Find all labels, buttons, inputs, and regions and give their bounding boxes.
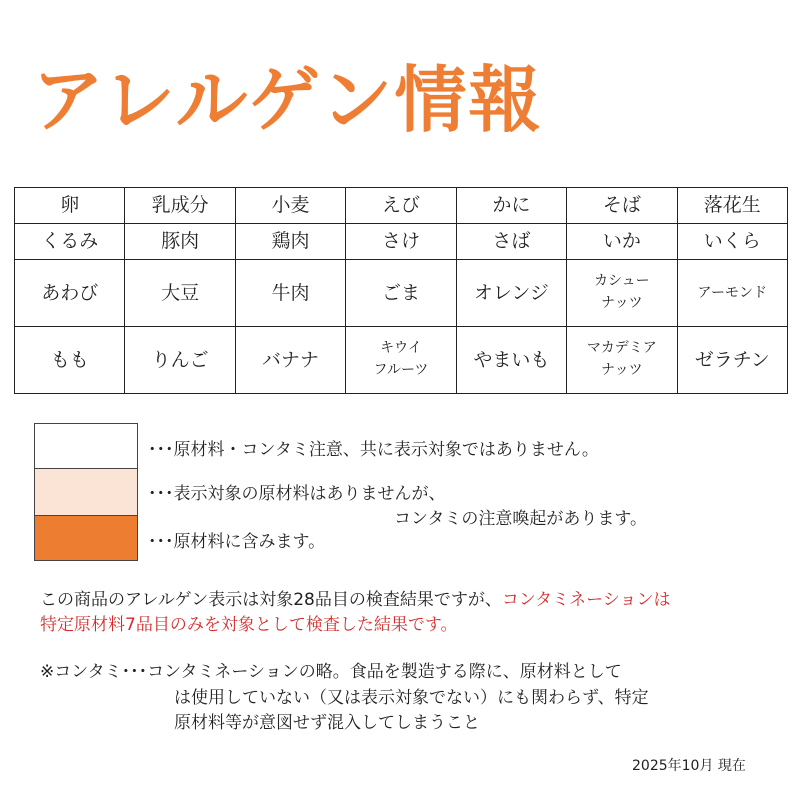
legend-swatches <box>34 423 138 561</box>
notice-line-2: 特定原材料7品目のみを対象として検査した結果です。 <box>40 615 458 635</box>
allergen-cell: そば <box>567 188 677 224</box>
allergen-row <box>15 223 788 259</box>
definition-line-3: 原材料等が意図せず混入してしまうこと <box>174 713 480 733</box>
allergen-cell: カシュー ナッツ <box>567 259 677 326</box>
allergen-cell: アーモンド <box>677 259 787 326</box>
allergen-cell: 落花生 <box>677 188 787 224</box>
notice-warning-text: コンタミネーションは <box>501 590 671 610</box>
allergen-row <box>15 188 788 224</box>
legend-swatch-contains <box>34 516 138 561</box>
page-title: アレルゲン情報 <box>32 58 543 142</box>
allergen-cell: 乳成分 <box>125 188 235 224</box>
allergen-cell: マカデミア ナッツ <box>567 326 677 393</box>
allergen-cell: 鶏肉 <box>235 223 345 259</box>
allergen-cell: 大豆 <box>125 259 235 326</box>
allergen-cell: 牛肉 <box>235 259 345 326</box>
allergen-cell: ゼラチン <box>677 326 787 393</box>
allergen-cell: キウイ フルーツ <box>346 326 456 393</box>
legend-contamination-text-1: ･･･表示対象の原材料はありませんが、 <box>148 484 446 504</box>
allergen-cell: 豚肉 <box>125 223 235 259</box>
definition-text: コンタミネーションの略。食品を製造する際に、原材料として <box>147 662 622 682</box>
allergen-table <box>14 187 788 394</box>
definition-line-2: は使用していない（又は表示対象でない）にも関わらず、特定 <box>174 688 649 708</box>
allergen-cell: えび <box>346 188 456 224</box>
allergen-cell: あわび <box>15 259 125 326</box>
allergen-row <box>15 326 788 393</box>
notice-line-1 <box>40 585 671 610</box>
notice-text: この商品のアレルゲン表示は対象28品目の検査結果ですが、 <box>40 590 502 610</box>
allergen-cell: さけ <box>346 223 456 259</box>
legend-none-text: ･･･原材料・コンタミ注意、共に表示対象ではありません。 <box>148 440 599 460</box>
allergen-row <box>15 259 788 326</box>
legend-swatch-contamination <box>34 469 138 516</box>
allergen-cell: もも <box>15 326 125 393</box>
legend-swatch-none <box>34 423 138 469</box>
allergen-cell: 卵 <box>15 188 125 224</box>
legend-contains-text: ･･･原材料に含みます。 <box>148 532 326 552</box>
allergen-cell: ごま <box>346 259 456 326</box>
allergen-cell: さば <box>456 223 566 259</box>
allergen-cell: バナナ <box>235 326 345 393</box>
allergen-cell: りんご <box>125 326 235 393</box>
allergen-cell: いか <box>567 223 677 259</box>
allergen-cell: オレンジ <box>456 259 566 326</box>
allergen-cell: いくら <box>677 223 787 259</box>
definition-label: ※コンタミ･･･ <box>40 662 148 682</box>
allergen-cell: かに <box>456 188 566 224</box>
allergen-cell: 小麦 <box>235 188 345 224</box>
definition-line-1 <box>40 657 622 682</box>
date-text: 2025年10月 現在 <box>632 758 746 774</box>
legend-contamination-text-2: コンタミの注意喚起があります。 <box>394 509 647 529</box>
allergen-cell: やまいも <box>456 326 566 393</box>
allergen-cell: くるみ <box>15 223 125 259</box>
